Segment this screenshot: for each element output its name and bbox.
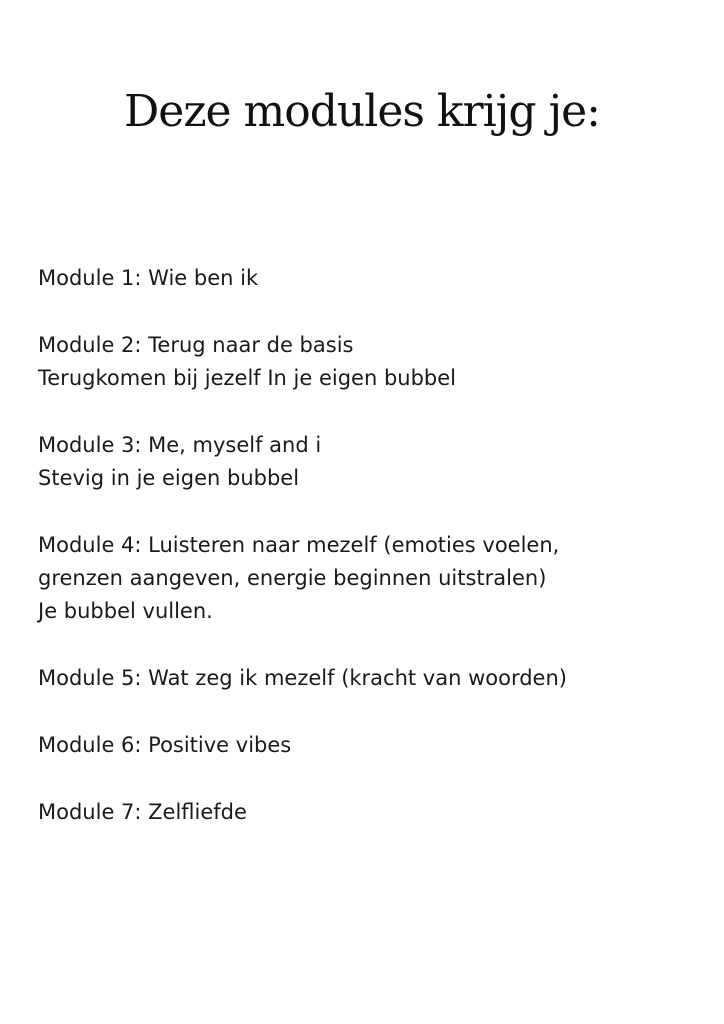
module-6	[38, 729, 698, 762]
module-3-description: Stevig in je eigen bubbel	[38, 466, 300, 490]
module-list	[38, 262, 698, 863]
module-3	[38, 429, 698, 495]
page-title: Deze modules krijg je:	[124, 86, 600, 137]
module-7	[38, 796, 698, 829]
module-5	[38, 662, 698, 695]
module-4-heading: Module 4: Luisteren naar mezelf (emoties voelen,	[38, 533, 560, 557]
module-2-description: Terugkomen bij jezelf In je eigen bubbel	[38, 366, 457, 390]
module-2-heading: Module 2: Terug naar de basis	[38, 333, 354, 357]
module-7-heading: Module 7: Zelfliefde	[38, 800, 247, 824]
module-3-heading: Module 3: Me, myself and i	[38, 433, 322, 457]
module-4	[38, 529, 698, 628]
module-1	[38, 262, 698, 295]
module-1-heading: Module 1: Wie ben ik	[38, 266, 259, 290]
module-2	[38, 329, 698, 395]
module-5-heading: Module 5: Wat zeg ik mezelf (kracht van woorden)	[38, 666, 567, 690]
module-6-heading: Module 6: Positive vibes	[38, 733, 292, 757]
module-4-heading-continued: grenzen aangeven, energie beginnen uitstralen)	[38, 566, 547, 590]
module-4-description: Je bubbel vullen.	[38, 599, 213, 623]
